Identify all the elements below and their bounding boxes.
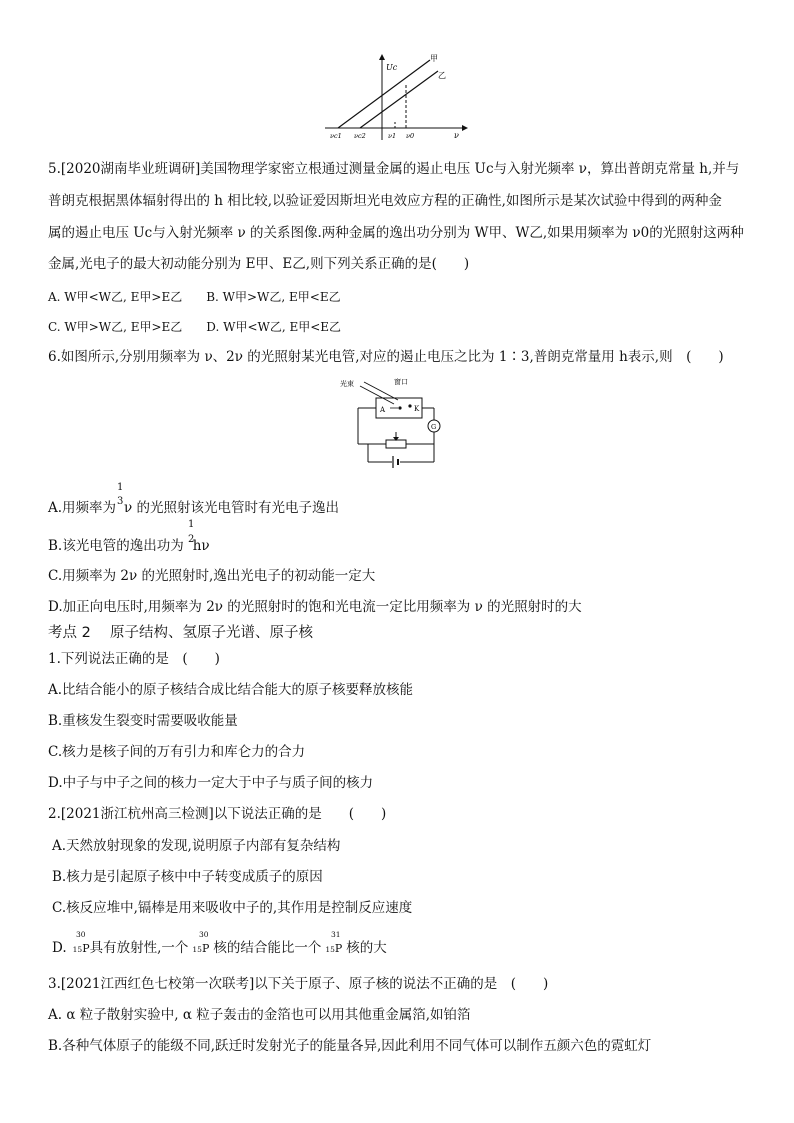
iso3-mass: 31 (331, 930, 341, 939)
iso1-z: 15 (72, 945, 83, 954)
s2-q2-stem: 2.[2021浙江杭州高三检测]以下说法正确的是 ( ) (48, 806, 387, 822)
s2-q2-option-a: A.天然放射现象的发现,说明原子内部有复杂结构 (52, 838, 341, 854)
q6-option-c: C.用频率为 2ν 的光照射时,逸出光电子的初动能一定大 (48, 568, 376, 584)
line-yi (360, 71, 438, 128)
fraction-a-numerator: 1 (117, 482, 124, 493)
q6-option-a (48, 499, 339, 517)
uc-nu-graph (320, 52, 470, 142)
s2-q3-option-b: B.各种气体原子的能级不同,跃迁时发射光子的能量各异,因此利用不同气体可以制作五颜六色的霓虹灯 (48, 1038, 652, 1054)
tick-vc1: νc1 (330, 132, 342, 140)
s2-q1-option-a: A.比结合能小的原子核结合成比结合能大的原子核要释放核能 (48, 682, 414, 698)
s2-q3-option-a: A. α 粒子散射实验中, α 粒子轰击的金箔也可以用其他重金属箔,如铂箔 (48, 1007, 471, 1023)
q5-line-1: 5.[2020湖南毕业班调研]美国物理学家密立根通过测量金属的遏止电压 Uc与入射光频率 ν，算出普朗克常量 h,并与 (48, 161, 740, 177)
tick-vc2: νc2 (354, 132, 366, 140)
s2-q2-option-c: C.核反应堆中,镉棒是用来吸收中子的,其作用是控制反应速度 (52, 900, 413, 916)
x-axis-arrow (462, 125, 468, 131)
s2-q1-option-d: D.中子与中子之间的核力一定大于中子与质子间的核力 (48, 775, 374, 791)
anode-label: A (380, 406, 386, 414)
rheostat (386, 440, 406, 448)
q6-option-a-pre: A.用频率为 (48, 500, 117, 516)
iso1-symbol: P (82, 942, 90, 955)
s2-q2-option-b: B.核力是引起原子核中中子转变成质子的原因 (52, 869, 323, 885)
fraction-a-denominator: 3 (117, 496, 124, 507)
q5-options-ab: A. W甲<W乙, E甲>E乙 B. W甲>W乙, E甲<E乙 (48, 290, 341, 304)
photoelectric-circuit (338, 374, 448, 470)
s2-q2-option-d-pre: D. (52, 940, 67, 956)
y-axis-arrow (379, 54, 385, 60)
q6-option-b-pre: B.该光电管的逸出功为 (48, 538, 184, 554)
s2-q1-option-b: B.重核发生裂变时需要吸收能量 (48, 713, 238, 729)
window-label: 窗口 (394, 378, 408, 386)
q5-line-3: 属的遏止电压 Uc与入射光频率 ν 的关系图像.两种金属的逸出功分别为 W甲、W乙,如果用频率为 ν0的光照射这两种 (48, 225, 744, 241)
q6-option-d: D.加正向电压时,用频率为 2ν 的光照射时的饱和光电流一定比用频率为 ν 的光照射时的大 (48, 599, 582, 615)
s2-q2-option-d-post: 核的大 (346, 940, 387, 956)
s2-q2-option-d (52, 939, 387, 959)
light-label: 光束 (340, 380, 354, 388)
iso2-symbol: P (201, 942, 210, 955)
iso1-mass: 30 (76, 930, 86, 939)
tick-v0: ν0 (406, 132, 415, 140)
s2-q3-stem: 3.[2021江西红色七校第一次联考]以下关于原子、原子核的说法不正确的是 ( ) (48, 976, 549, 992)
iso2-mass: 30 (199, 930, 209, 939)
q5-line-2: 普朗克根据黑体辐射得出的 h 相比较,以验证爱因斯坦光电效应方程的正确性,如图所示是某次试验中得到的两种金 (48, 193, 722, 209)
fraction-b-denominator: 2 (188, 534, 195, 545)
galvanometer-label: G (431, 423, 437, 431)
fraction-b-numerator: 1 (188, 519, 195, 530)
q5-options-cd: C. W甲>W乙, E甲>E乙 D. W甲<W乙, E甲<E乙 (48, 320, 342, 334)
q5-line-4: 金属,光电子的最大初动能分别为 E甲、E乙,则下列关系正确的是( ) (48, 256, 470, 272)
q6-option-b-post: hν (192, 538, 210, 554)
q6-stem: 6.如图所示,分别用频率为 ν、2ν 的光照射某光电管,对应的遏止电压之比为 1∶3,普朗克常量用 h表示,则 ( ) (48, 349, 724, 365)
s2-q1-option-c: C.核力是核子间的万有引力和库仑力的合力 (48, 744, 306, 760)
y-axis-label: Uc (386, 63, 398, 72)
s2-q1-stem: 1.下列说法正确的是 ( ) (48, 651, 220, 667)
iso3-symbol: P (334, 942, 343, 955)
s2-q2-option-d-mid1: 具有放射性,一个 (89, 940, 189, 956)
x-axis-label: ν (454, 131, 459, 140)
s2-q2-option-d-mid2: 核的结合能比一个 (213, 940, 322, 956)
label-yi: 乙 (438, 71, 446, 80)
line-jia (338, 60, 430, 128)
q6-option-a-post: ν 的光照射该光电管时有光电子逸出 (124, 500, 340, 516)
cathode-label: K (414, 405, 420, 413)
tick-v1: ν1 (388, 132, 397, 140)
iso3-z: 15 (325, 945, 335, 954)
iso2-z: 15 (192, 945, 202, 954)
section-title: 考点 2 原子结构、氢原子光谱、原子核 (48, 625, 313, 641)
label-jia: 甲 (430, 54, 438, 63)
q6-option-b (48, 537, 210, 555)
